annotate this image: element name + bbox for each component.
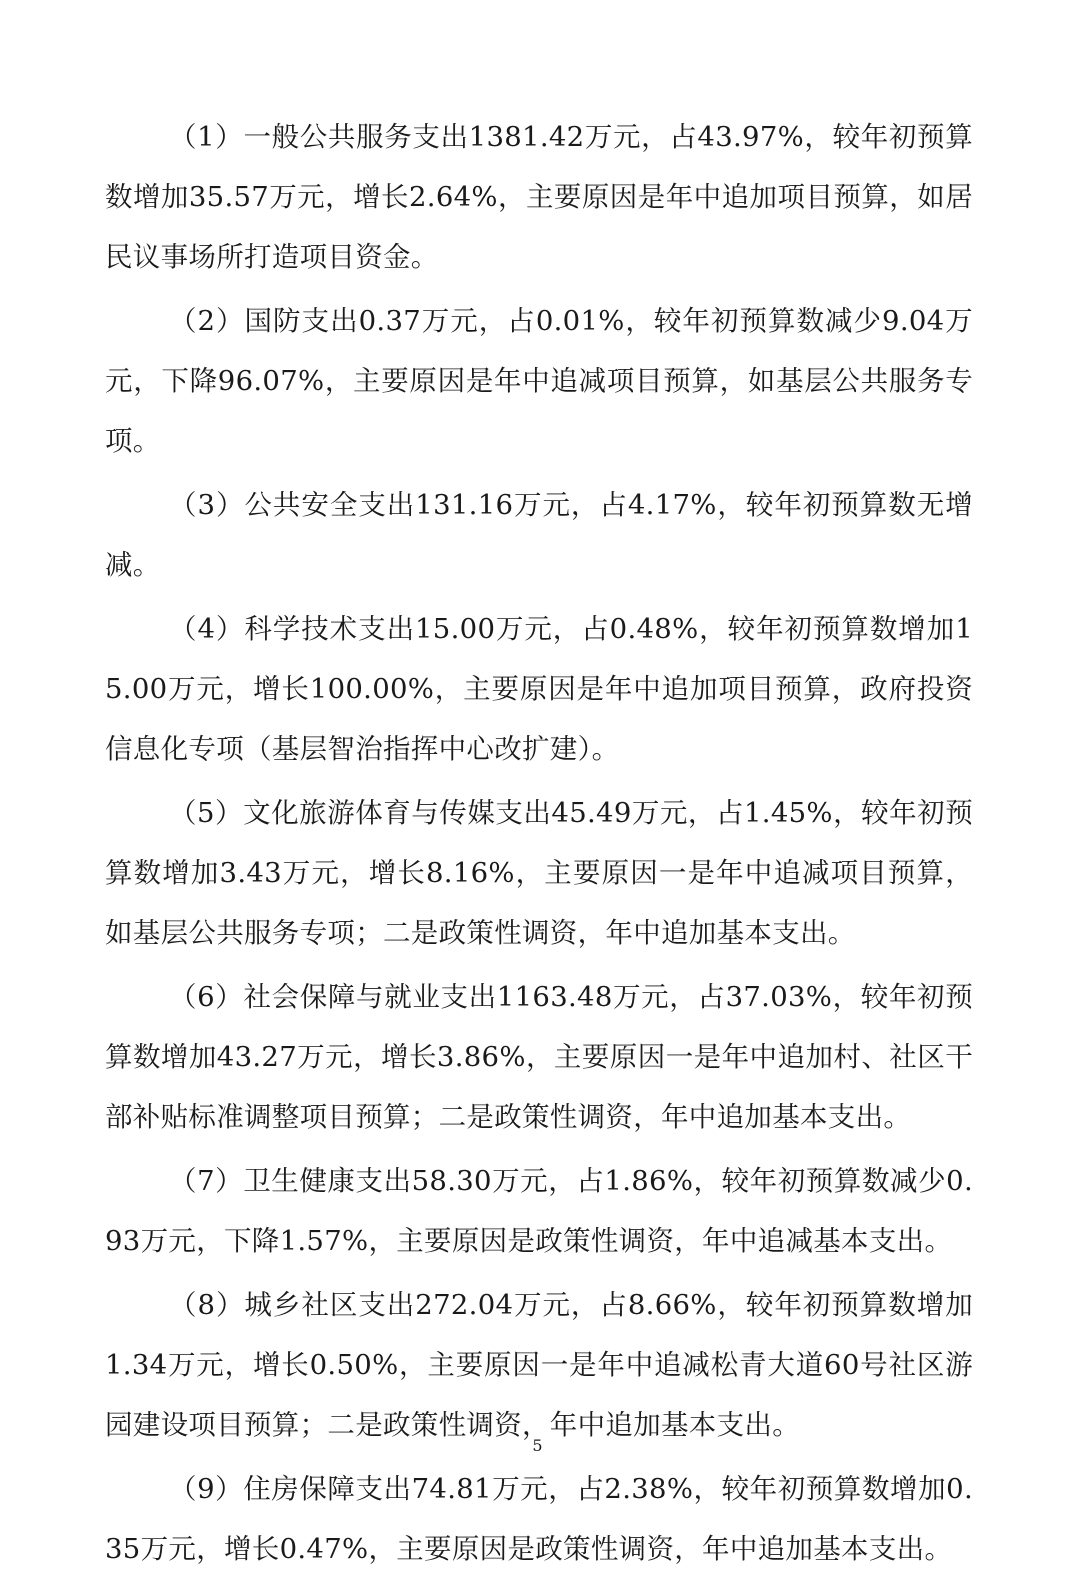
paragraph-public-security: （3）公共安全支出131.16万元，占4.17%，较年初预算数无增减。 [105, 489, 973, 581]
document-body [105, 107, 973, 1583]
page-number: 5 [532, 1436, 543, 1455]
paragraph-health: （7）卫生健康支出58.30万元，占1.86%，较年初预算数减少0.93万元，下降1.57%，主要原因是政策性调资，年中追减基本支出。 [105, 1165, 973, 1257]
paragraph-culture-tourism-sports-media: （5）文化旅游体育与传媒支出45.49万元，占1.45%，较年初预算数增加3.43万元，增长8.16%，主要原因一是年中追减项目预算，如基层公共服务专项；二是政策性调资，年中追加基本支出。 [105, 797, 973, 949]
paragraph-general-public-services: （1）一般公共服务支出1381.42万元，占43.97%，较年初预算数增加35.57万元，增长2.64%，主要原因是年中追加项目预算，如居民议事场所打造项目资金。 [105, 121, 973, 273]
paragraph-housing-security: （9）住房保障支出74.81万元，占2.38%，较年初预算数增加0.35万元，增长0.47%，主要原因是政策性调资，年中追加基本支出。 [105, 1473, 973, 1565]
paragraph-national-defense: （2）国防支出0.37万元，占0.01%，较年初预算数减少9.04万元，下降96.07%，主要原因是年中追减项目预算，如基层公共服务专项。 [105, 305, 973, 457]
paragraph-social-security-employment: （6）社会保障与就业支出1163.48万元，占37.03%，较年初预算数增加43.27万元，增长3.86%，主要原因一是年中追加村、社区干部补贴标准调整项目预算；二是政策性调资，年中追加基本支出。 [105, 981, 973, 1133]
paragraph-science-technology: （4）科学技术支出15.00万元，占0.48%，较年初预算数增加15.00万元，增长100.00%，主要原因是年中追加项目预算，政府投资信息化专项（基层智治指挥中心改扩建）。 [105, 613, 973, 765]
paragraph-urban-rural-community: （8）城乡社区支出272.04万元，占8.66%，较年初预算数增加1.34万元，增长0.50%，主要原因一是年中追减松青大道60号社区游园建设项目预算；二是政策性调资，年中追加基本支出。 [105, 1289, 973, 1441]
